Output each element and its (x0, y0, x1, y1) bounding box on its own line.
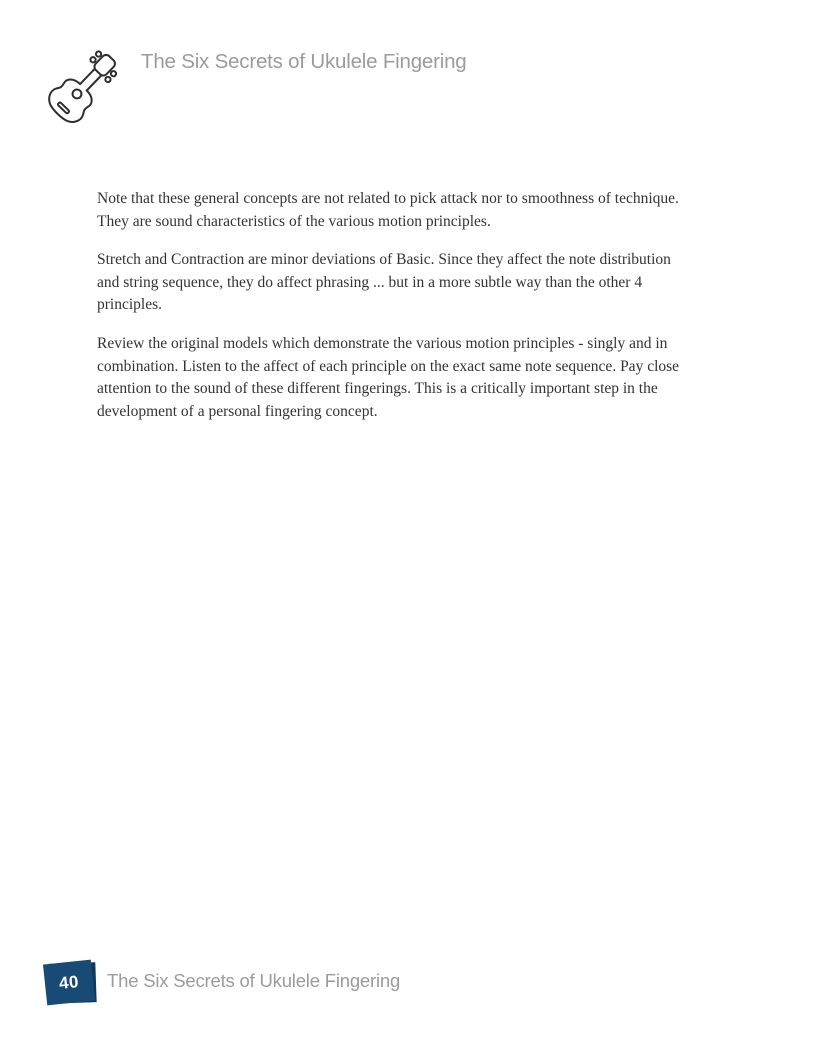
paragraph-1: Note that these general concepts are not related to pick attack nor to smoothness of technique. They are sound characteristics of the various motion principles. (97, 190, 679, 230)
page-number-badge (43, 960, 95, 1006)
body-text (97, 188, 689, 439)
footer-title: The Six Secrets of Ukulele Fingering (107, 970, 401, 991)
page-number: 40 (58, 971, 80, 993)
paragraph-2: Stretch and Contraction are minor deviations of Basic. Since they affect the note distribution and string sequence, they do affect phrasing ... but in a more subtle way than the other 4 principles. (97, 251, 671, 314)
page-title: The Six Secrets of Ukulele Fingering (141, 50, 467, 73)
ukulele-icon (42, 38, 126, 132)
paragraph-3: Review the original models which demonstrate the various motion principles - singly and in combination. Listen to the affect of each principle on the exact same note sequence. Pay close attention to the sound of these different fingerings. This is a critically important step in the development of a personal fingering concept. (97, 334, 680, 420)
